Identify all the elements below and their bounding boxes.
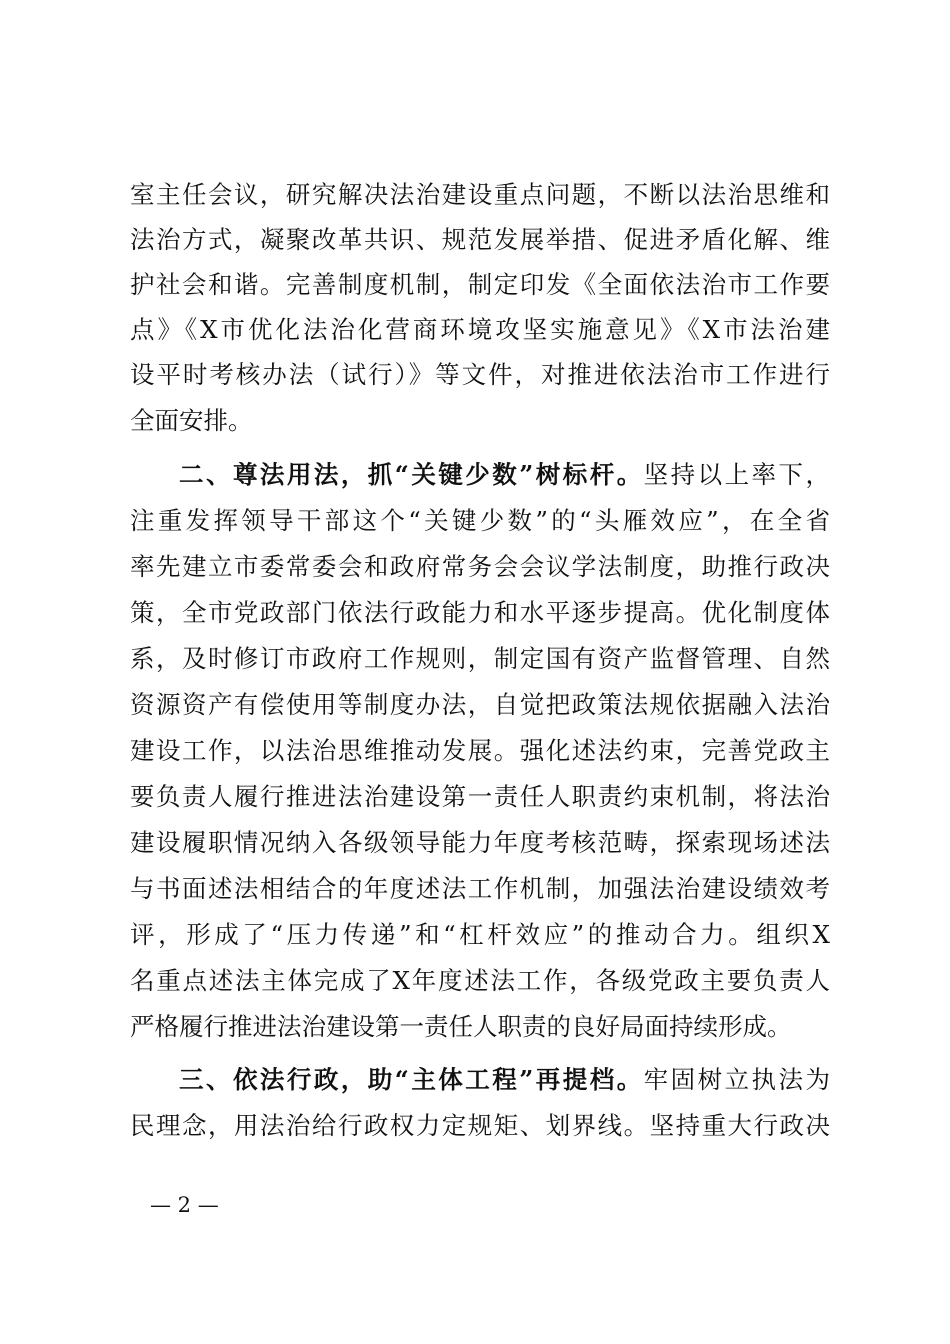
text-line: 民理念，用法治给行政权力定规矩、划界线。坚持重大行政决	[130, 1111, 830, 1140]
text-line: 设平时考核办法（试行）》等文件，对推进依法治市工作进行	[130, 360, 830, 389]
text-line: 全面安排。	[130, 406, 253, 435]
section-heading-line	[179, 455, 830, 495]
heading-line-text: 坚持以上率下，	[643, 460, 830, 489]
text-line: 室主任会议，研究解决法治建设重点问题，不断以法治思维和	[130, 180, 830, 209]
text-line: 法治方式，凝聚改革共识、规范发展举措、促进矛盾化解、维	[130, 225, 830, 254]
text-line: 要负责人履行推进法治建设第一责任人职责约束机制，将法治	[130, 782, 830, 811]
section-heading: 三、依法行政，助“主体工程”再提档。	[179, 1065, 644, 1094]
text-line: 名重点述法主体完成了X年度述法工作，各级党政主要负责人	[130, 966, 830, 995]
text-line: 资源资产有偿使用等制度办法，自觉把政策法规依据融入法治	[130, 690, 830, 719]
text-line: 与书面述法相结合的年度述法工作机制，加强法治建设绩效考	[130, 874, 830, 903]
page-number: — 2 —	[150, 1193, 219, 1217]
text-line: 系，及时修订市政府工作规则，制定国有资产监督管理、自然	[130, 644, 830, 673]
text-line: 点》《X市优化法治化营商环境攻坚实施意见》《X市法治建	[130, 315, 830, 344]
text-line: 注重发挥领导干部这个“关键少数”的“头雁效应”，在全省	[130, 506, 830, 535]
section-heading: 二、尊法用法，抓“关键少数”树标杆。	[179, 460, 644, 489]
heading-line-text: 牢固树立执法为	[643, 1065, 830, 1094]
text-line: 建设履职情况纳入各级领导能力年度考核范畴，探索现场述法	[130, 828, 830, 857]
text-line: 护社会和谐。完善制度机制，制定印发《全面依法治市工作要	[130, 270, 830, 299]
text-line: 建设工作，以法治思维推动发展。强化述法约束，完善党政主	[130, 736, 830, 765]
text-line: 策，全市党政部门依法行政能力和水平逐步提高。优化制度体	[130, 598, 830, 627]
text-line: 率先建立市委常委会和政府常务会会议学法制度，助推行政决	[130, 552, 830, 581]
text-line: 评，形成了“压力传递”和“杠杆效应”的推动合力。组织X	[130, 920, 830, 949]
section-heading-line	[179, 1060, 830, 1100]
text-line: 严格履行推进法治建设第一责任人职责的良好局面持续形成。	[130, 1012, 792, 1041]
